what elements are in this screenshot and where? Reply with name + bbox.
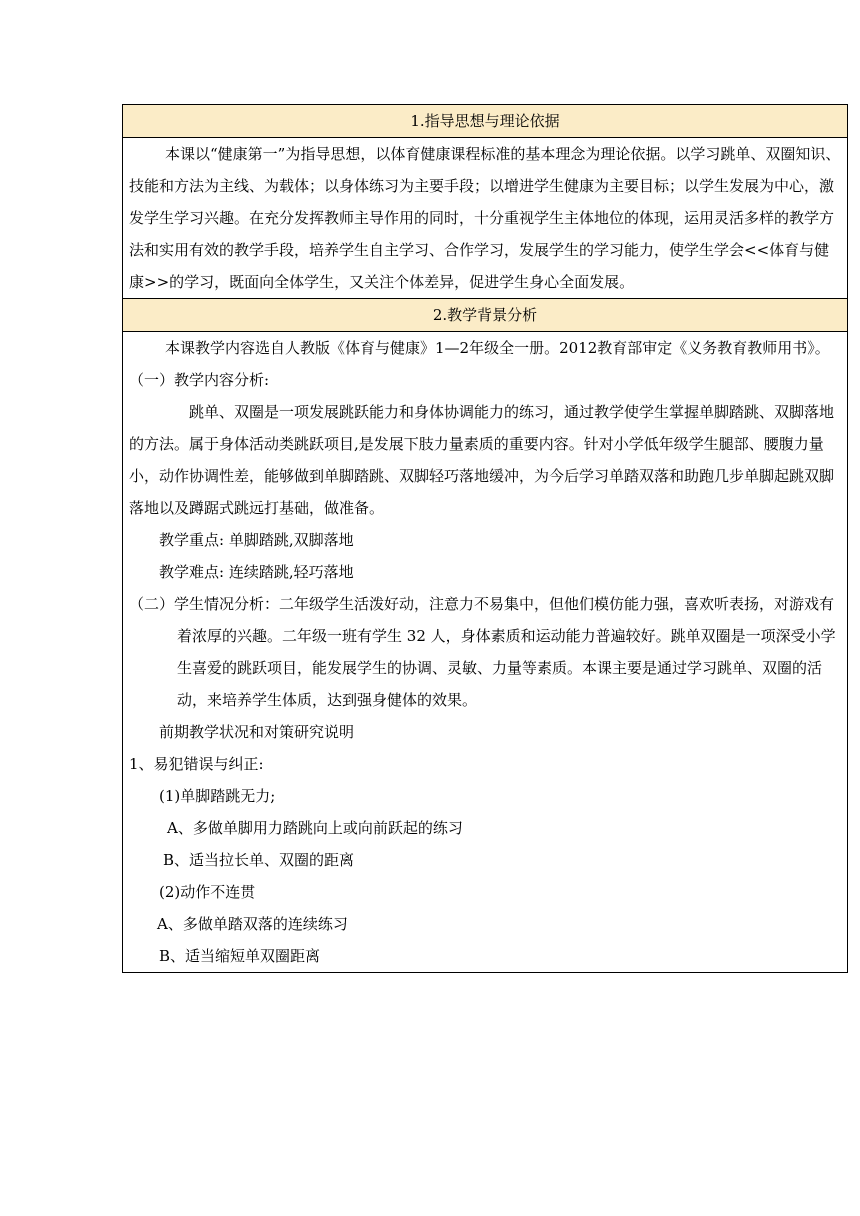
errors-heading: 1、易犯错误与纠正: <box>129 755 264 773</box>
prior-teaching-note: 前期教学状况和对策研究说明 <box>159 723 355 741</box>
background-intro: 本课教学内容选自人教版《体育与健康》1—2年级全一册。2012教育部审定《义务教育教师用书》。 <box>165 339 830 357</box>
content-analysis-heading: （一）教学内容分析: <box>129 371 270 389</box>
section-2-title: 2.教学背景分析 <box>432 306 538 324</box>
lesson-plan-table <box>122 104 848 973</box>
section-1-title: 1.指导思想与理论依据 <box>410 112 560 130</box>
section-2-body <box>123 332 847 972</box>
error-1: (1)单脚踏跳无力; <box>159 787 276 805</box>
content-analysis-body: 跳单、双圈是一项发展跳跃能力和身体协调能力的练习，通过教学使学生掌握单脚踏跳、双脚落地的方法。属于身体活动类跳跃项目,是发展下肢力量素质的重要内容。针对小学低年级学生腿部、腰腹力量小，动作协调性差，能够做到单脚踏跳、双脚轻巧落地缓冲，为今后学习单踏双落和助跑几步单脚起跳双脚落地以及蹲踞式跳远打基础，做准备。 <box>129 403 835 517</box>
difficulty-point: 教学难点: 连续踏跳,轻巧落地 <box>159 563 354 581</box>
section-1-header <box>123 105 847 138</box>
guiding-ideology-paragraph: 本课以“健康第一”为指导思想，以体育健康课程标准的基本理念为理论依据。以学习跳单、双圈知识、技能和方法为主线、为载体；以身体练习为主要手段；以增进学生健康为主要目标；以学生发展为中心，激发学生学习兴趣。在充分发挥教师主导作用的同时，十分重视学生主体地位的体现，运用灵活多样的教学方法和实用有效的教学手段，培养学生自主学习、合作学习，发展学生的学习能力，使学生学会<<体育与健康>>的学习，既面向全体学生，又关注个体差异，促进学生身心全面发展。 <box>129 145 841 291</box>
student-analysis: （二）学生情况分析：二年级学生活泼好动，注意力不易集中，但他们模仿能力强，喜欢听表扬，对游戏有着浓厚的兴趣。二年级一班有学生 32 人，身体素质和运动能力普遍较好。跳单双圈是一项深受小学生喜爱的跳跃项目，能发展学生的协调、灵敏、力量等素质。本课主要是通过学习跳单、双圈的活动，来培养学生体质，达到强身健体的效果。 <box>129 595 836 709</box>
error-1-fix-a: A、多做单脚用力踏跳向上或向前跃起的练习 <box>167 819 463 837</box>
section-1-body <box>123 138 847 299</box>
error-1-fix-b: B、适当拉长单、双圈的距离 <box>163 851 355 869</box>
error-2-fix-a: A、多做单踏双落的连续练习 <box>157 915 348 933</box>
error-2-fix-b: B、适当缩短单双圈距离 <box>159 947 321 965</box>
error-2: (2)动作不连贯 <box>159 883 256 901</box>
section-2-header <box>123 299 847 332</box>
key-point: 教学重点: 单脚踏跳,双脚落地 <box>159 531 354 549</box>
